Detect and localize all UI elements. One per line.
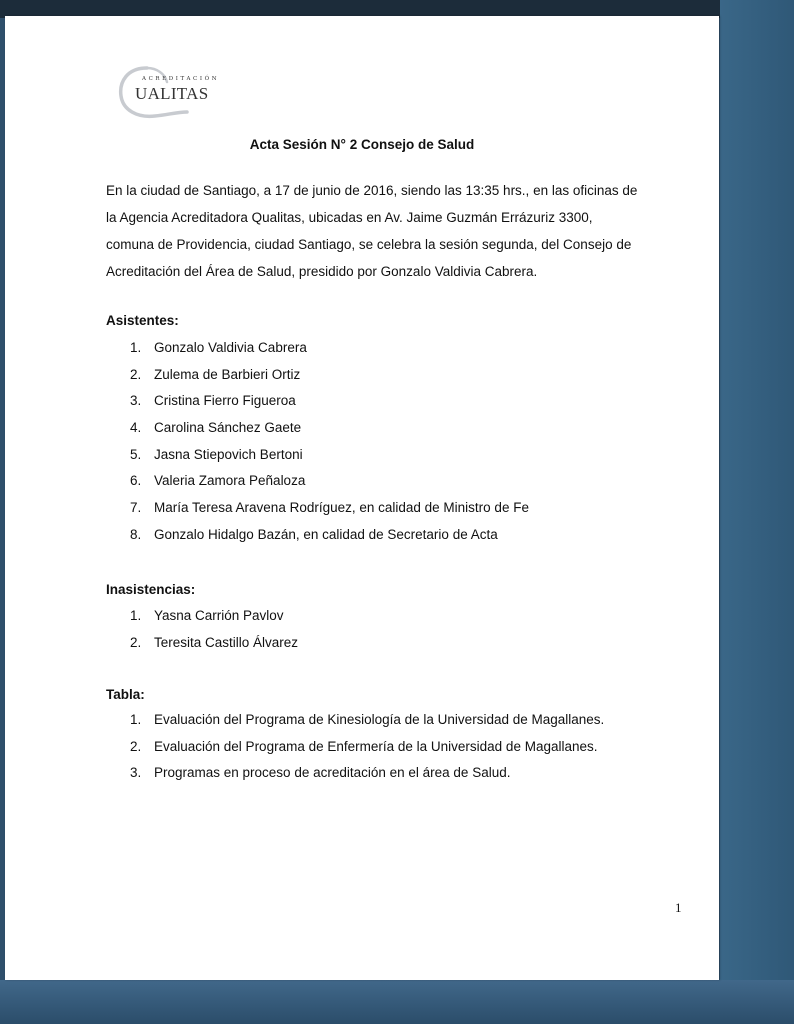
list-item: 2. Evaluación del Programa de Enfermería de la Universidad de Magallanes.	[130, 738, 598, 754]
list-item: 1. Yasna Carrión Pavlov	[130, 608, 284, 623]
tabla-heading: Tabla:	[106, 687, 145, 702]
page-number: 1	[675, 900, 682, 915]
list-item: 4. Carolina Sánchez Gaete	[130, 420, 302, 436]
list-item: 1. Evaluación del Programa de Kinesiología de la Universidad de Magallanes.	[130, 712, 605, 727]
document-page	[5, 16, 719, 980]
intro-paragraph: En la ciudad de Santiago, a 17 de junio de 2016, siendo las 13:35 hrs., en las oficinas de la Agencia Acreditadora Qualitas, ubicadas en Av. Jaime Guzmán Errázuriz 3300, comuna de Providencia, ciudad Santiago, se celebra la sesión segunda, del Consejo de Acreditación del Área de Salud, presidido por Gonzalo Valdivia Cabrera.	[106, 183, 638, 279]
asistentes-list	[130, 335, 529, 549]
document-title: Acta Sesión N° 2 Consejo de Salud	[249, 137, 475, 152]
tabla-list	[130, 707, 604, 787]
list-item: 6. Valeria Zamora Peñaloza	[130, 473, 306, 489]
list-item: 2. Zulema de Barbieri Ortiz	[130, 366, 301, 382]
list-item: 7. María Teresa Aravena Rodríguez, en calidad de Ministro de Fe	[130, 500, 529, 516]
scan-bottom-border	[0, 980, 794, 1024]
inasistencias-list	[130, 603, 298, 656]
list-item: 8. Gonzalo Hidalgo Bazán, en calidad de Secretario de Acta	[130, 526, 498, 542]
list-item: 2. Teresita Castillo Álvarez	[130, 634, 299, 650]
list-item: 3. Cristina Fierro Figueroa	[130, 393, 296, 409]
scan-right-border	[720, 0, 794, 1024]
inasistencias-heading: Inasistencias:	[106, 582, 196, 597]
asistentes-heading: Asistentes:	[106, 313, 179, 328]
logo-wordmark: UALITAS	[135, 84, 209, 103]
list-item: 5. Jasna Stiepovich Bertoni	[130, 446, 303, 462]
logo-tagline: ACREDITACIÓN	[142, 76, 220, 82]
list-item: 1. Gonzalo Valdivia Cabrera	[130, 340, 307, 355]
list-item: 3. Programas en proceso de acreditación en el área de Salud.	[130, 765, 511, 781]
qualitas-logo	[115, 64, 265, 134]
